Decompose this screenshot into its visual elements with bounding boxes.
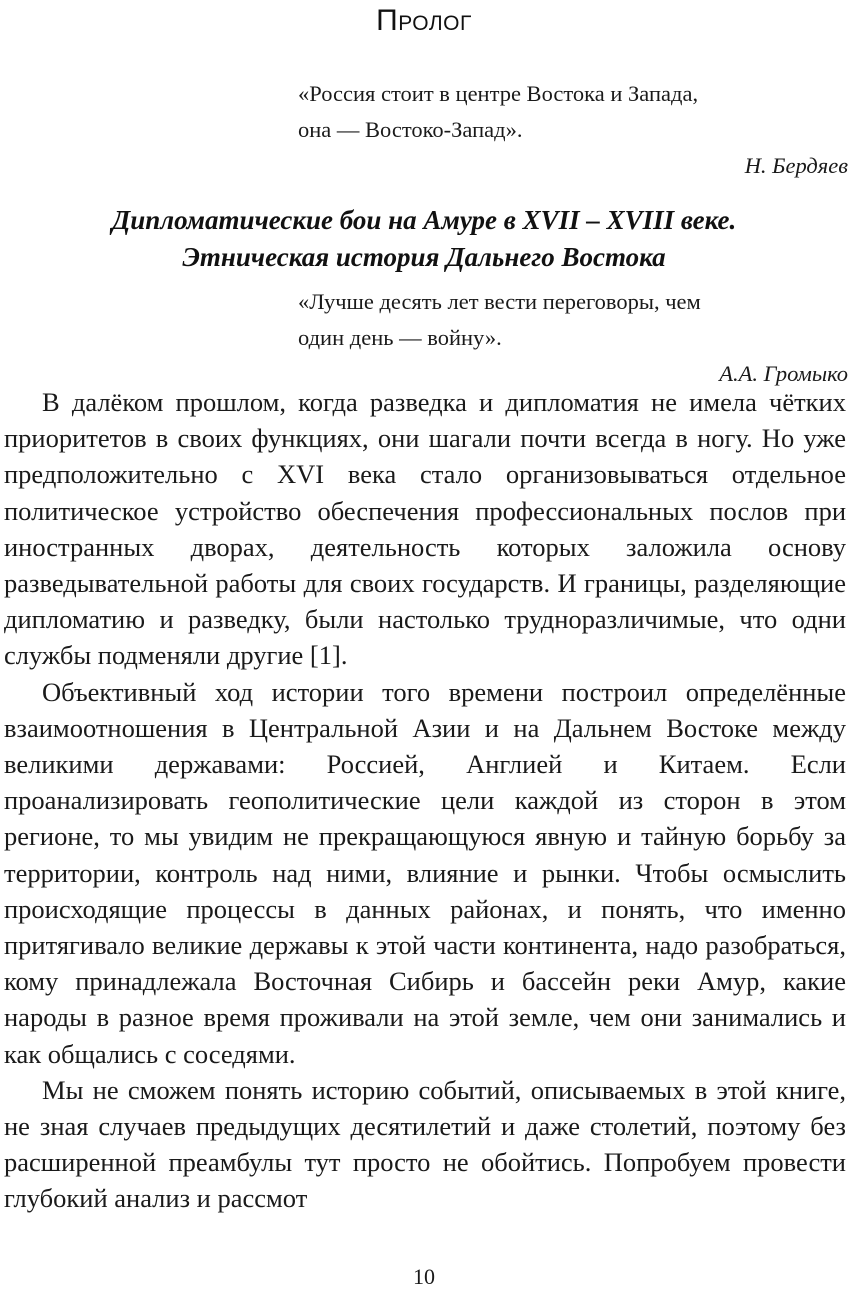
epigraph-gromyko: [298, 284, 848, 392]
epigraph-quote: «Лучше десять лет вести переговоры, чем один день — войну».: [298, 289, 701, 350]
epigraph-author: А.А. Громыко: [719, 361, 848, 386]
epigraph-berdyaev: [298, 76, 848, 184]
paragraph: Мы не сможем понять историю событий, описываемых в этой книге, не зная случаев предыдущих десятилетий и даже столетий, поэтому без расширенной преамбулы тут просто не обойтись. Попробуем провести глубокий анализ и рассмот: [4, 1074, 846, 1214]
section-heading-line-1: Дипломатические бои на Амуре в XVII – XVIII веке.: [111, 205, 737, 235]
body-text: [4, 384, 846, 1217]
page-number: 10: [413, 1264, 435, 1289]
section-heading: [0, 202, 848, 276]
epigraph-quote: «Россия стоит в центре Востока и Запада, она — Востоко-Запад».: [298, 81, 699, 142]
epigraph-author: Н. Бердяев: [744, 153, 848, 178]
paragraph: Объективный ход истории того времени построил определённые взаимоотношения в Центральной Азии и на Дальнем Востоке между великими державами: Россией, Англией и Китаем. Если проанализировать геополитические цели каждой из сторон в этом регионе, то мы увидим не прекращающуюся явную и тайную борьбу за территории, контроль над ними, влияние и рынки. Чтобы осмыслить происходящие процессы в данных районах, и понять, что именно притягивало великие державы к этой части континента, надо разобраться, кому принадлежала Восточная Сибирь и бассейн реки Амур, какие народы в разное время проживали на этой земле, чем они занимались и как общались с соседями.: [4, 676, 846, 1069]
chapter-title: Пролог: [376, 4, 472, 37]
section-heading-line-2: Этническая история Дальнего Востока: [182, 242, 666, 272]
paragraph: В далёком прошлом, когда разведка и дипломатия не имела чётких приоритетов в своих функциях, они шагали почти всегда в ногу. Но уже предположительно с XVI века стало организовываться отдельное политическое устройство обеспечения профессиональных послов при иностранных дворах, деятельность которых заложила основу разведывательной работы для своих государств. И границы, разделяющие дипломатию и разведку, были настолько трудноразличимые, что одни службы подменяли другие [1].: [4, 387, 846, 671]
